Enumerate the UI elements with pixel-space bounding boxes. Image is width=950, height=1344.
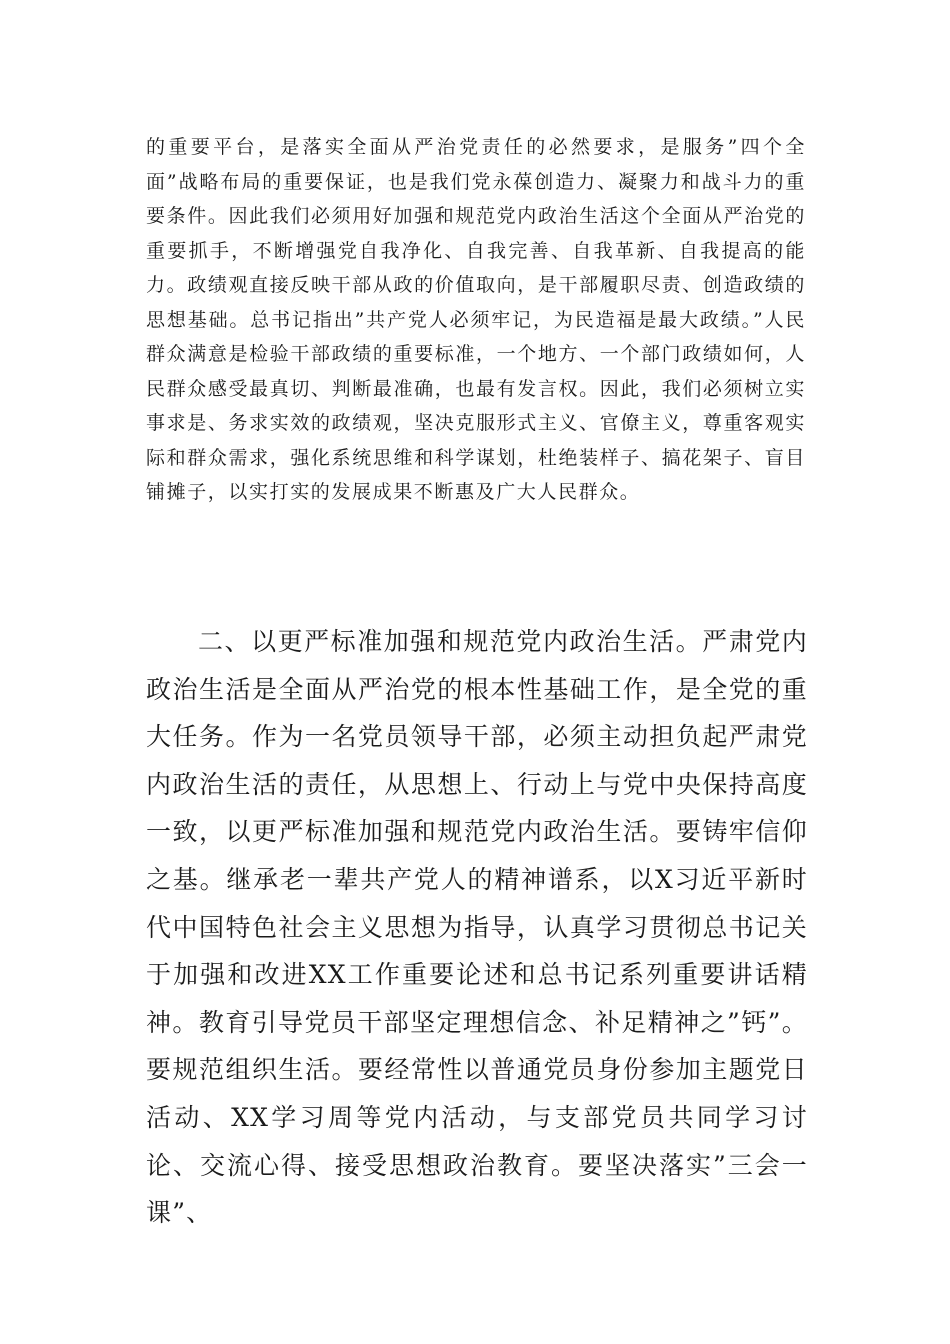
section-two-paragraph: 二、以更严标准加强和规范党内政治生活。严肃党内政治生活是全面从严治党的根本性基础工作，是全党的重大任务。作为一名党员领导干部，必须主动担负起严肃党内政治生活的责任，从思想上、行动上与党中央保持高度一致，以更严标准加强和规范党内政治生活。要铸牢信仰之基。继承老一辈共产党人的精神谱系，以X习近平新时代中国特色社会主义思想为指导，认真学习贯彻总书记关于加强和改进XX工作重要论述和总书记系列重要讲话精神。教育引导党员干部坚定理想信念、补足精神之”钙”。要规范组织生活。要经常性以普通党员身份参加主题党日活动、XX学习周等党内活动，与支部党员共同学习讨论、交流心得、接受思想政治教育。要坚决落实”三会一课”、	[146, 627, 808, 1228]
continued-paragraph: 的重要平台，是落实全面从严治党责任的必然要求，是服务”四个全面”战略布局的重要保证，也是我们党永葆创造力、凝聚力和战斗力的重要条件。因此我们必须用好加强和规范党内政治生活这个全面从严治党的重要抓手，不断增强党自我净化、自我完善、自我革新、自我提高的能力。政绩观直接反映干部从政的价值取向，是干部履职尽责、创造政绩的思想基础。总书记指出”共产党人必须牢记，为民造福是最大政绩。”人民群众满意是检验干部政绩的重要标准，一个地方、一个部门政绩如何，人民群众感受最真切、判断最准确，也最有发言权。因此，我们必须树立实事求是、务求实效的政绩观，坚决克服形式主义、官僚主义，尊重客观实际和群众需求，强化系统思维和科学谋划，杜绝装样子、搞花架子、盲目铺摊子，以实打实的发展成果不断惠及广大人民群众。	[146, 136, 806, 503]
